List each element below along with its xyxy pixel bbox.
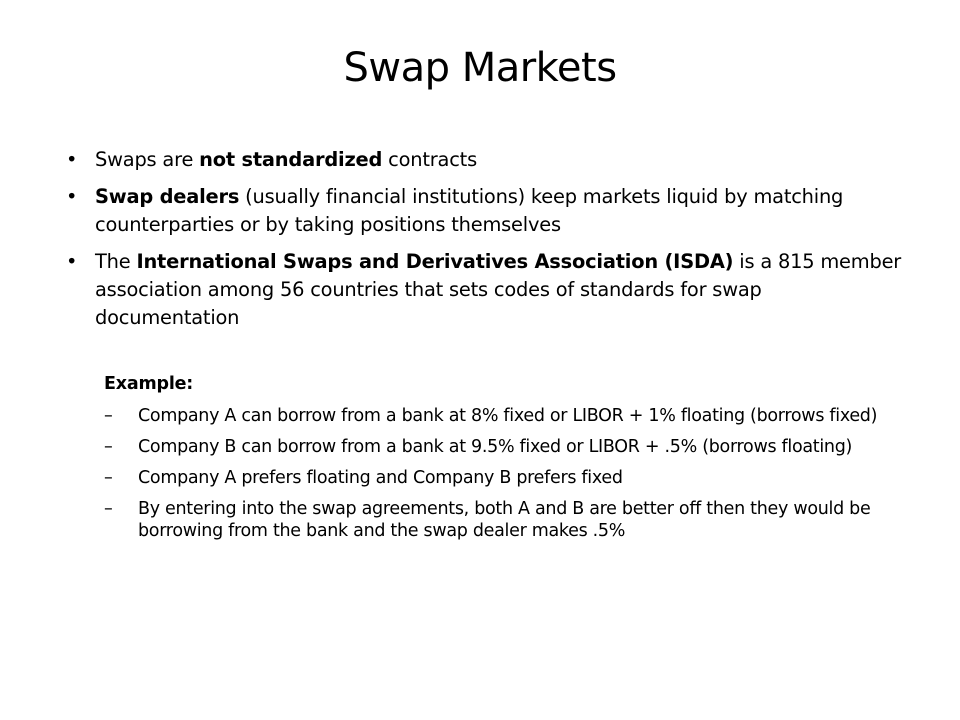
bullet-item [66,183,906,239]
bullet-marker-icon: • [66,185,78,208]
dash-marker-icon: – [104,437,113,457]
bullet-text-part: Swaps are [95,148,200,171]
bullet-text-part: contracts [382,148,477,171]
dash-marker-icon: – [104,406,113,426]
bullet-item [66,146,906,174]
dash-marker-icon: – [104,499,113,519]
sub-item-text: Company A prefers floating and Company B prefers fixed [138,468,623,488]
bullet-marker-icon: • [66,148,78,171]
bullet-text-bold: not standardized [199,148,383,171]
slide-title: Swap Markets [343,45,617,91]
sub-item [104,405,904,427]
bullet-item [66,248,906,332]
sub-item-text: Company B can borrow from a bank at 9.5% fixed or LIBOR + .5% (borrows floating) [138,437,853,457]
bullet-text-bold: Swap dealers [95,185,240,208]
example-sub-list [104,405,904,551]
sub-item [104,498,904,542]
bullet-text-part: is a 815 member association among 56 countries that sets codes of standards for swap documentation [95,250,902,329]
bullet-list [66,146,906,341]
sub-item-text: Company A can borrow from a bank at 8% fixed or LIBOR + 1% floating (borrows fixed) [138,406,878,426]
bullet-text-part: The [95,250,137,273]
sub-item-text: By entering into the swap agreements, both A and B are better off then they would be borrowing from the bank and the swap dealer makes .5% [138,499,871,541]
bullet-text-bold: International Swaps and Derivatives Association (ISDA) [136,250,734,273]
sub-item [104,467,904,489]
sub-item [104,436,904,458]
bullet-marker-icon: • [66,250,78,273]
bullet-text-part: (usually financial institutions) keep markets liquid by matching counterparties or by taking positions themselves [95,185,844,236]
example-label: Example: [104,374,194,394]
dash-marker-icon: – [104,468,113,488]
